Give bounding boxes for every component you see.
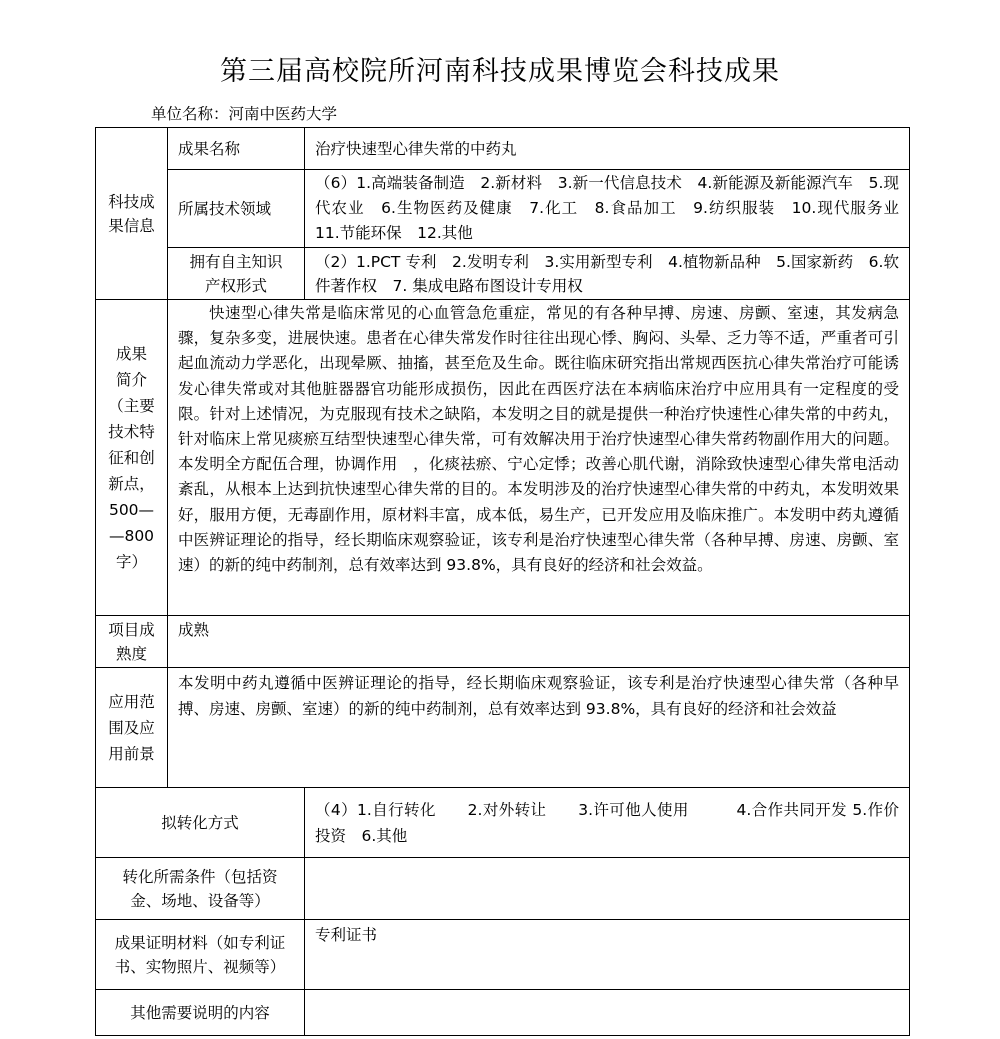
tech-field-label: 所属技术领域	[168, 170, 305, 248]
conditions-label-line2: 金、场地、设备等）	[130, 891, 270, 910]
summary-label-line: 新点，	[108, 474, 155, 493]
application-value: 本发明中药丸遵循中医辨证理论的指导，经长期临床观察验证，该专利是治疗快速型心律失常（各种早搏、房速、房颤、室速）的新的纯中药制剂，总有效率达到 93.8%，具有良好的经济和社会效益	[168, 668, 910, 788]
conditions-label-line1: 转化所需条件（包括资	[122, 867, 278, 886]
unit-line	[151, 103, 337, 125]
ip-form-label-line2: 产权形式	[204, 276, 267, 295]
summary-label-line: 成果	[115, 344, 147, 363]
evidence-label-line1: 成果证明材料（如专利证	[114, 933, 286, 952]
ip-form-label-line1: 拥有自主知识	[189, 252, 283, 271]
maturity-label-line2: 熟度	[115, 644, 147, 663]
summary-label	[96, 300, 168, 616]
summary-label-line: 技术特	[108, 422, 155, 441]
ip-form-value: （2）1.PCT 专利 2.发明专利 3.实用新型专利 4.植物新品种 5.国家新药 6.软件著作权 7. 集成电路布图设计专用权	[305, 248, 910, 300]
maturity-value: 成熟	[168, 616, 910, 668]
other-notes-label: 其他需要说明的内容	[96, 990, 305, 1036]
tech-info-label-line2: 果信息	[108, 216, 155, 235]
transfer-method-value: （4）1.自行转化 2.对外转让 3.许可他人使用 4.合作共同开发 5.作价投资 6.其他	[305, 788, 910, 858]
other-notes-value	[305, 990, 910, 1036]
conditions-label	[96, 858, 305, 920]
application-label	[96, 668, 168, 788]
summary-label-line: 字）	[115, 552, 147, 571]
transfer-method-label: 拟转化方式	[96, 788, 305, 858]
summary-label-line: 征和创	[108, 448, 155, 467]
tech-info-section-label	[96, 128, 168, 300]
maturity-label-line1: 项目成	[108, 620, 155, 639]
summary-label-line: （主要	[108, 396, 155, 415]
achievement-name-label: 成果名称	[168, 128, 305, 170]
summary-label-line: —800	[108, 526, 155, 545]
summary-text: 快速型心律失常是临床常见的心血管急危重症，常见的有各种早搏、房速、房颤、室速，其发病急骤，复杂多变，进展快速。患者在心律失常发作时往往出现心悸、胸闷、头晕、乏力等不适，严重者可引起血流动力学恶化，出现晕厥、抽搐，甚至危及生命。既往临床研究指出常规西医抗心律失常治疗可能诱发心律失常或对其他脏器器官功能形成损伤，因此在西医疗法在本病临床治疗中应用具有一定程度的受限。针对上述情况，为克服现有技术之缺陷，本发明之目的就是提供一种治疗快速性心律失常的中药丸，针对临床上常见痰瘀互结型快速型心律失常，可有效解决用于治疗快速型心律失常药物副作用大的问题。本发明全方配伍合理，协调作用 ，化痰祛瘀、宁心定悸；改善心肌代谢，消除致快速型心律失常电活动紊乱，从根本上达到抗快速型心律失常的目的。本发明涉及的治疗快速型心律失常的中药丸，本发明效果好，服用方便，无毒副作用，原材料丰富，成本低，易生产，已开发应用及临床推广。本发明中药丸遵循中医辨证理论的指导，经长期临床观察验证，该专利是治疗快速型心律失常（各种早搏、房速、房颤、室速）的新的纯中药制剂，总有效率达到 93.8%，具有良好的经济和社会效益。	[168, 300, 910, 616]
application-label-line3: 用前景	[108, 744, 155, 763]
tech-info-label-line1: 科技成	[108, 192, 155, 211]
tech-field-value: （6）1.高端装备制造 2.新材料 3.新一代信息技术 4.新能源及新能源汽车 5.现代农业 6.生物医药及健康 7.化工 8.食品加工 9.纺织服装 10.现代服务业 11.节能环保 12.其他	[305, 170, 910, 248]
application-label-line2: 围及应	[108, 718, 155, 737]
conditions-value	[305, 858, 910, 920]
summary-label-line: 500—	[108, 500, 155, 519]
achievement-name-value: 治疗快速型心律失常的中药丸	[305, 128, 910, 170]
maturity-label	[96, 616, 168, 668]
ip-form-label	[168, 248, 305, 300]
unit-name: 河南中医药大学	[228, 105, 338, 123]
summary-label-line: 简介	[115, 370, 147, 389]
page-title: 第三届高校院所河南科技成果博览会科技成果	[220, 56, 780, 87]
achievement-form-table	[95, 127, 915, 1036]
evidence-label	[96, 920, 305, 990]
evidence-value: 专利证书	[305, 920, 910, 990]
evidence-label-line2: 书、实物照片、视频等）	[114, 957, 286, 976]
application-label-line1: 应用范	[108, 692, 155, 711]
unit-label: 单位名称：	[151, 105, 229, 123]
